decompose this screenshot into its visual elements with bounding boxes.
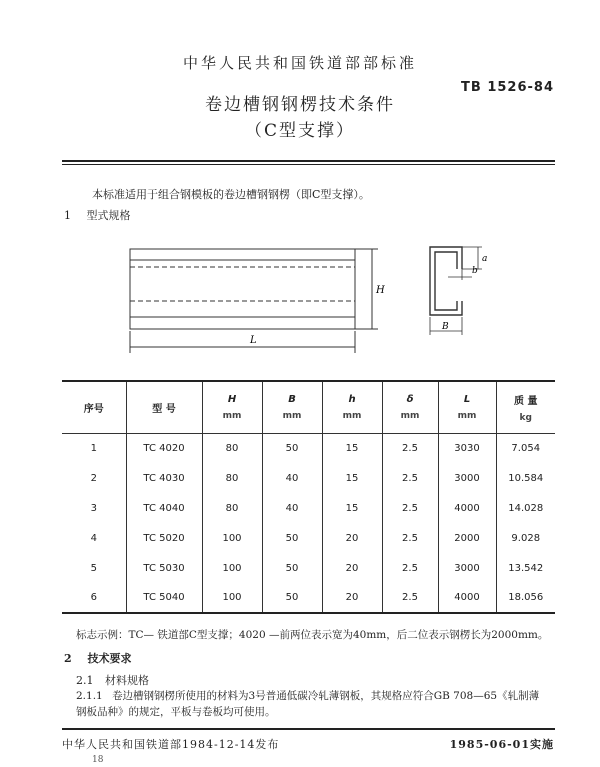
intro-paragraph: 本标准适用于组合钢模板的卷边槽钢钢楞（即C型支撑）。: [92, 188, 370, 201]
table-row: [62, 553, 555, 583]
table-cell: 3000: [438, 553, 496, 583]
table-cell: 50: [262, 433, 322, 463]
column-header: [62, 381, 126, 433]
table-cell: 2.5: [382, 493, 438, 523]
table-cell: 15: [322, 433, 382, 463]
column-symbol: 序号: [83, 403, 104, 415]
column-header: [438, 381, 496, 433]
column-symbol: δ: [406, 393, 414, 405]
section-number: 2: [64, 652, 72, 665]
table-cell: 2.5: [382, 583, 438, 613]
effective-date: 1985-06-01实施: [449, 738, 554, 751]
dim-label-b: b: [472, 266, 478, 276]
column-unit: kg: [519, 412, 532, 423]
table-cell: TC 4040: [126, 493, 202, 523]
table-row: [62, 463, 555, 493]
table-cell: 1: [90, 442, 97, 454]
table-cell: 100: [202, 553, 262, 583]
section-1-heading: [64, 207, 131, 223]
table-cell: 2: [90, 472, 97, 484]
section-label: 型式规格: [86, 209, 131, 222]
clause-text: 卷边槽钢钢楞所使用的材料为3号普通低碳冷轧薄钢板，其规格应符合GB 708—65《轧制薄钢板品种》的规定，平板与卷板均可使用。: [76, 690, 540, 718]
section-inner: [435, 252, 457, 310]
page-subtitle: （C型支撑）: [244, 121, 355, 141]
table-cell: 2.5: [382, 553, 438, 583]
table-cell: TC 5040: [126, 583, 202, 613]
column-header: [262, 381, 322, 433]
clause-2-1-1: [76, 688, 546, 720]
table-cell: 15: [322, 463, 382, 493]
spec-table: [62, 380, 555, 614]
table-cell: 40: [262, 463, 322, 493]
table-cell: 2.5: [382, 433, 438, 463]
column-unit: mm: [457, 410, 477, 421]
issue-info: 中华人民共和国铁道部1984-12-14发布: [62, 738, 280, 751]
table-cell: 2000: [438, 523, 496, 553]
subsection-label: 材料规格: [105, 674, 149, 687]
column-symbol: 型 号: [152, 403, 176, 415]
table-cell: 80: [202, 463, 262, 493]
cross-section: [430, 247, 482, 335]
table-cell: 4000: [438, 583, 496, 613]
profile-diagram: [110, 235, 550, 365]
table-cell: 9.028: [496, 523, 555, 553]
column-unit: mm: [282, 410, 302, 421]
column-symbol: 质 量: [514, 395, 538, 407]
table-cell: 3000: [438, 463, 496, 493]
table-cell: TC 4020: [126, 433, 202, 463]
table-cell: 50: [262, 553, 322, 583]
table-cell: 15: [322, 493, 382, 523]
page-title: 卷边槽钢钢楞技术条件: [205, 95, 395, 115]
table-cell: 3: [90, 502, 97, 514]
header-rule: [62, 160, 555, 162]
column-symbol: L: [463, 393, 471, 405]
standard-header: 中华人民共和国铁道部部标准: [182, 54, 417, 72]
column-symbol: H: [227, 393, 237, 405]
column-header: [382, 381, 438, 433]
table-cell: 50: [262, 523, 322, 553]
footer-rule: [62, 728, 555, 730]
table-cell: 20: [322, 523, 382, 553]
table-cell: 50: [262, 583, 322, 613]
table-cell: TC 5020: [126, 523, 202, 553]
column-unit: mm: [342, 410, 362, 421]
table-cell: 80: [202, 433, 262, 463]
standard-code: TB 1526-84: [461, 80, 554, 95]
table-cell: 14.028: [496, 493, 555, 523]
column-header: [322, 381, 382, 433]
table-row: [62, 493, 555, 523]
table-cell: TC 4030: [126, 463, 202, 493]
column-unit: mm: [222, 410, 242, 421]
table-cell: 7.054: [496, 433, 555, 463]
section-2-heading: [64, 650, 132, 666]
section-label: 技术要求: [87, 652, 132, 665]
column-symbol: B: [288, 393, 296, 405]
column-header: [496, 381, 555, 433]
table-body: [62, 433, 555, 613]
header-rule-thin: [62, 164, 555, 165]
table-cell: 40: [262, 493, 322, 523]
table-cell: 100: [202, 523, 262, 553]
dim-label-L: L: [250, 335, 257, 346]
dim-label-a: a: [482, 254, 488, 264]
table-cell: 13.542: [496, 553, 555, 583]
dim-label-H: H: [376, 285, 385, 296]
table-cell: 5: [90, 562, 97, 574]
table-cell: 20: [322, 553, 382, 583]
marking-example: 标志示例：TC— 铁道部C型支撑；4020 —前两位表示宽为40mm，后二位表示钢楞长为2000mm。: [76, 629, 549, 641]
table-cell: 3030: [438, 433, 496, 463]
table-cell: 6: [90, 592, 97, 603]
table-cell: 100: [202, 583, 262, 613]
section-number: 1: [64, 209, 71, 222]
column-header: [126, 381, 202, 433]
table-cell: TC 5030: [126, 553, 202, 583]
table-cell: 80: [202, 493, 262, 523]
table-cell: 10.584: [496, 463, 555, 493]
dim-label-B: B: [442, 322, 449, 332]
subsection-2-1: [76, 672, 149, 688]
table-row: [62, 433, 555, 463]
table-cell: 4000: [438, 493, 496, 523]
table-cell: 2.5: [382, 523, 438, 553]
table-row: [62, 583, 555, 613]
column-header: [202, 381, 262, 433]
table-cell: 20: [322, 583, 382, 613]
column-symbol: h: [348, 393, 356, 405]
clause-number: 2.1.1: [76, 690, 103, 702]
table-row: [62, 523, 555, 553]
page-number: 18: [92, 755, 104, 765]
table-cell: 4: [90, 532, 97, 544]
column-unit: mm: [400, 410, 420, 421]
table-cell: 2.5: [382, 463, 438, 493]
subsection-number: 2.1: [76, 674, 94, 687]
table-cell: 18.056: [496, 583, 555, 613]
table-header: [62, 381, 555, 433]
